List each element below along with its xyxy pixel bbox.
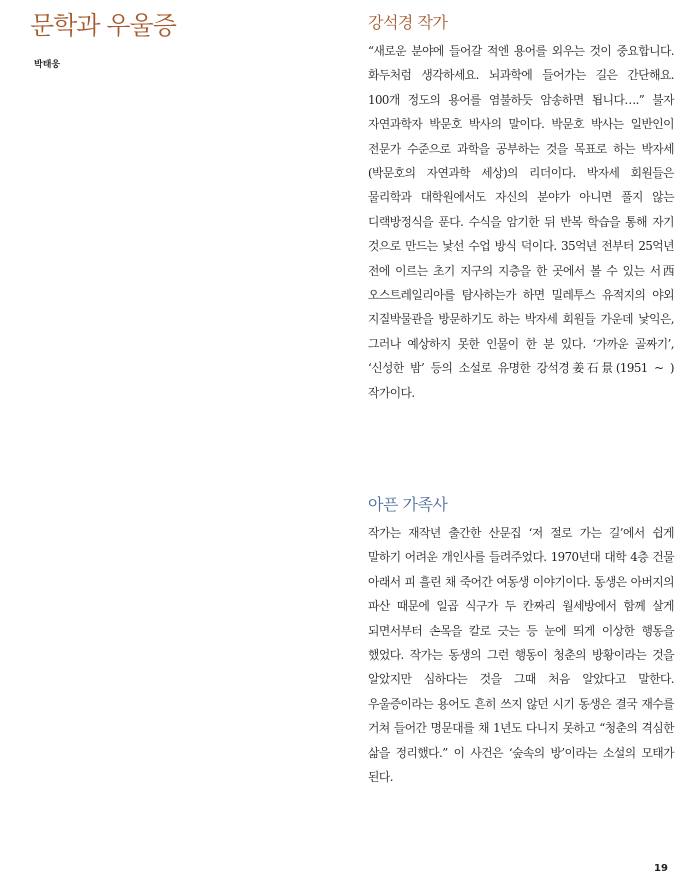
section-body: 작가는 재작년 출간한 산문집 ‘저 절로 가는 길’에서 쉽게 말하기 어려운 개인사를 들려주었다. 1970년대 대학 4층 건물 아래서 피 흘린 채 죽어간 여동생 이야기이다. 동생은 아버지의 파산 때문에 일곱 식구가 두 칸짜리 월세방에서 함께 살게 되면서부터 손목을 칼로 긋는 등 눈에 띄게 이상한 행동을 했었다. 작가는 동생의 그런 행동이 청춘의 방황이라는 것을 알았지만 심하다는 것을 그때 처음 알았다고 말한다. 우울증이라는 용어도 흔히 쓰지 않던 시기 동생은 결국 재수를 거쳐 들어간 명문대를 채 1년도 다니지 못하고 “청춘의 격심한 삶을 정리했다.” 이 사건은 ‘숲속의 방’이라는 소설의 모태가 된다.	[368, 526, 674, 785]
section-heading: 강석경 작가	[368, 13, 448, 32]
section-body: “새로운 분야에 들어갈 적엔 용어를 외우는 것이 중요합니다. 화두처럼 생각하세요. 뇌과학에 들어가는 길은 간단해요. 100개 정도의 용어를 염불하듯 암송하면 됩니다….” 불자 자연과학자 박문호 박사의 말이다. 박문호 박사는 일반인이 전문가 수준으로 과학을 공부하는 것을 목표로 하는 박자세(박문호의 자연과학 세상)의 리더이다. 박자세 회원들은 물리학과 대학원에서도 자신의 분야가 아니면 풀지 않는 디랙방정식을 푼다. 수식을 암기한 뒤 반복 학습을 통해 자기 것으로 만드는 낯선 수업 방식 덕이다. 35억년 전부터 25억년 전에 이르는 초기 지구의 지층을 한 곳에서 볼 수 있는 서西 오스트레일리아를 탐사하는가 하면 밀레투스 유적지의 야외 지질박물관을 방문하기도 하는 박자세 회원들 가운데 낯익은, 그러나 예상하지 못한 인물이 한 분 있다. ‘가까운 골짜기’, ‘신성한 밤’ 등의 소설로 유명한 강석경姜石景(1951 ~ ) 작가이다.	[368, 44, 674, 400]
author-name: 박태웅	[34, 60, 61, 70]
section-kang-seok-kyung	[368, 10, 674, 405]
page-title: 문학과 우울증	[30, 11, 176, 40]
section-family-history	[368, 492, 674, 789]
section-heading: 아픈 가족사	[368, 495, 448, 514]
page-number: 19	[654, 863, 668, 874]
